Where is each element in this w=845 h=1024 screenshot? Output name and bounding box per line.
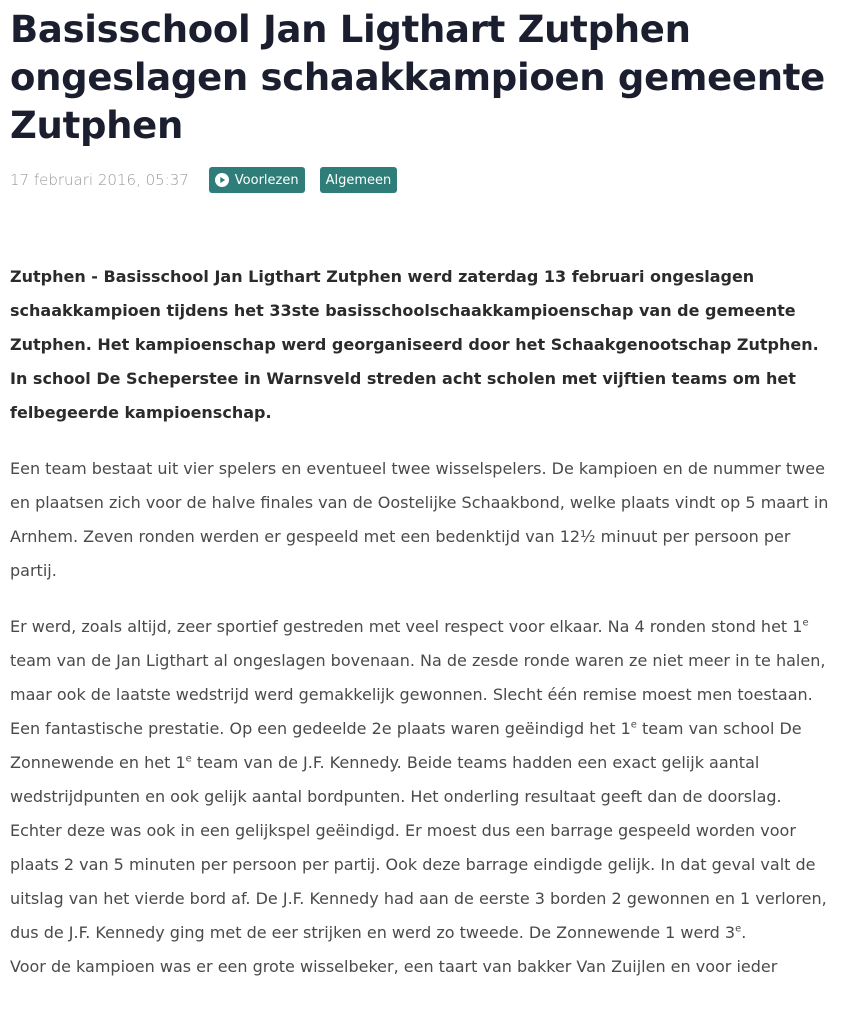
article-meta bbox=[10, 166, 835, 194]
paragraph-2-text-4: team van de J.F. Kennedy. Beide teams hadden een exact gelijk aantal wedstrijdpunten en ook gelijk aantal bordpunten. Het onderling resultaat geeft dan de doorslag. Echter deze was ook in een gelijkspel geëindigd. Er moest dus een barrage gespeeld worden voor plaats 2 van 5 minuten per persoon per partij. Ook deze barrage eindigde gelijk. In dat geval valt de uitslag van het vierde bord af. De J.F. Kennedy had aan de eerste 3 borden 2 gewonnen en 1 verloren, dus de J.F. Kennedy ging met de eer strijken en werd zo tweede. De Zonnewende 1 werd 3 bbox=[10, 753, 827, 942]
ordinal-suffix: e bbox=[630, 719, 637, 731]
paragraph-2-text-5: . bbox=[741, 923, 747, 942]
ordinal-suffix: e bbox=[802, 617, 809, 629]
publish-date: 17 februari 2016, 05:37 bbox=[10, 171, 189, 189]
ordinal-suffix: e bbox=[185, 753, 192, 765]
read-aloud-button[interactable] bbox=[209, 167, 305, 193]
category-tag[interactable] bbox=[320, 167, 398, 193]
article-title: Basisschool Jan Ligthart Zutphen ongeslagen schaakkampioen gemeente Zutphen bbox=[10, 8, 825, 147]
paragraph-2-text-1: Er werd, zoals altijd, zeer sportief gestreden met veel respect voor elkaar. Na 4 ronden stond het 1 bbox=[10, 617, 803, 636]
paragraph-2-text-3: team van school De Zonnewende en het 1 bbox=[10, 719, 802, 772]
read-aloud-label: Voorlezen bbox=[234, 172, 299, 188]
ordinal-suffix: e bbox=[735, 923, 742, 935]
article-paragraph-2 bbox=[10, 610, 835, 950]
play-circle-icon bbox=[215, 173, 229, 187]
category-label: Algemeen bbox=[325, 172, 392, 188]
article-lead: Zutphen - Basisschool Jan Ligthart Zutphen werd zaterdag 13 februari ongeslagen schaakkampioen tijdens het 33ste basisschoolschaakkampioenschap van de gemeente Zutphen. Het kampioenschap werd georganiseerd door het Schaakgenootschap Zutphen. In school De Scheperstee in Warnsveld streden acht scholen met vijftien teams om het felbegeerde kampioenschap. bbox=[10, 267, 819, 422]
paragraph-2-text-2: team van de Jan Ligthart al ongeslagen bovenaan. Na de zesde ronde waren ze niet meer in te halen, maar ook de laatste wedstrijd werd gemakkelijk gewonnen. Slecht één remise moest men toestaan. Een fantastische prestatie. Op een gedeelde 2e plaats waren geëindigd het 1 bbox=[10, 651, 826, 738]
article-paragraph-1: Een team bestaat uit vier spelers en eventueel twee wisselspelers. De kampioen en de nummer twee en plaatsen zich voor de halve finales van de Oostelijke Schaakbond, welke plaats vindt op 5 maart in Arnhem. Zeven ronden werden er gespeeld met een bedenktijd van 12½ minuut per persoon per partij. bbox=[10, 459, 829, 580]
article-paragraph-3: Voor de kampioen was er een grote wisselbeker, een taart van bakker Van Zuijlen en voor ieder bbox=[10, 957, 778, 976]
